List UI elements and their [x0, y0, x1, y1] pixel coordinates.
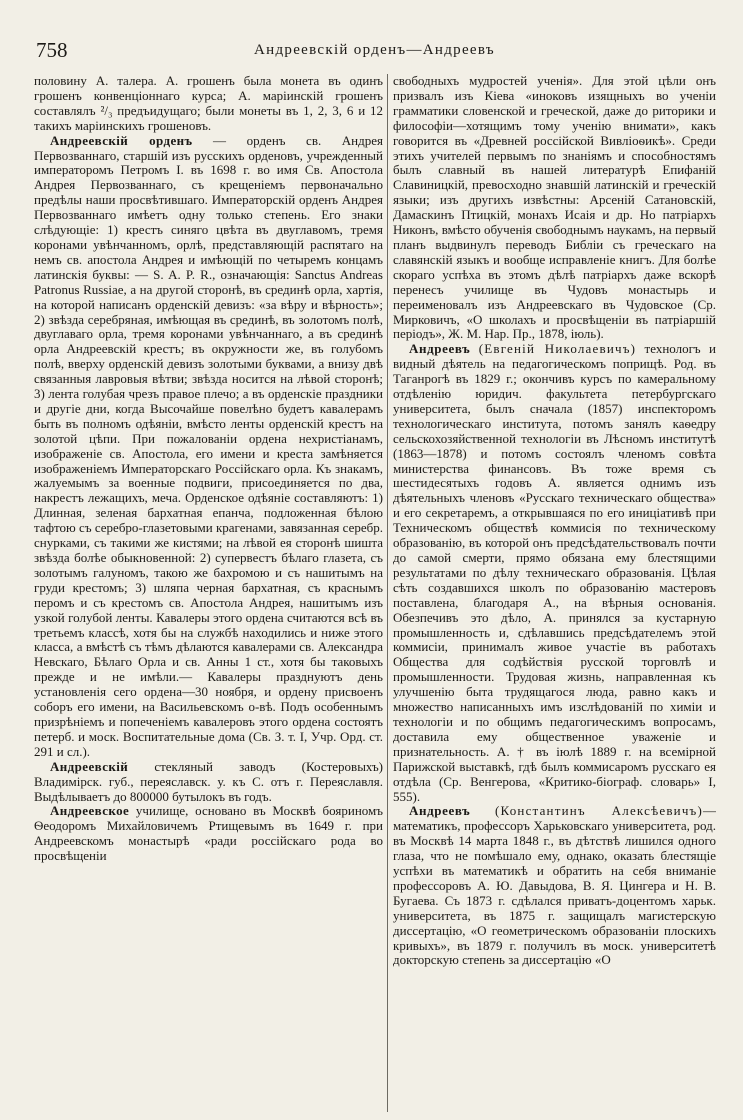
article-entry	[34, 134, 383, 760]
paragraph-continued	[34, 74, 383, 134]
entry-subject-name: (Константинъ Алексѣевичъ)	[494, 803, 704, 819]
entry-text: технологъ и видный дѣятель на педагогическомъ поприщѣ. Род. въ Таганрогѣ въ 1829 г.; окончивъ курсъ по камеральному отдѣленію юридич. факультета петербургскаго университета, былъ сначала (1857) инспекторомъ технологическаго института, потомъ занялъ каѳедру сельскохозяйственной технологіи въ Лѣсномъ институтѣ (1863—1878) и потомъ состоялъ членомъ совѣта министерства финансовъ. Въ тоже время съ шестидесятыхъ годовъ А. является однимъ изъ дѣятельныхъ членовъ «Русскаго техническаго общества» и его секретаремъ, а открывшаяся по его иниціативѣ при Техническомъ обществѣ коммисія по техническому образованію, въ которой онъ предсѣдательствовалъ почти до самой смерти, прямо обязана ему блестящими результатами по дѣлу техническаго образованія. Цѣлая сѣть создавшихся школъ по образованію мастеровъ поставлена, благодаря А., на вѣрныя основанія. Обезпечивъ это дѣло, А. принялся за кустарную промышленность и, сдѣлавшись предсѣдателемъ этой коммисіи, принималъ живое участіе въ работахъ Общества для содѣйствія русской торговлѣ и промышленности. Трудовая жизнь, направленная къ улучшенію быта трудящагося люда, равно какъ и множество написанныхъ имъ изслѣдованій по химіи и технологіи и по общимъ педагогическимъ вопросамъ, доставила ему общественное уваженіе и признательность. А. † въ іюлѣ 1889 г. на всемірной Парижской выставкѣ, гдѣ былъ коммисаромъ русскаго ея отдѣла (Ср. Венгерова, «Критико-біограф. словарь» I, 555).	[393, 341, 716, 804]
left-column	[34, 74, 383, 1112]
entry-headword: Андреевъ	[409, 341, 471, 357]
page-number: 758	[36, 38, 68, 62]
article-entry	[393, 342, 716, 804]
page-header	[36, 38, 697, 62]
paragraph-continued	[393, 74, 716, 342]
entry-text: стекляный заводъ (Костеровыхъ) Владимірск. губ., переяславск. у. къ С. отъ г. Переяславля. Выдѣлываетъ до 800000 бутылокъ въ годъ.	[34, 758, 383, 804]
entry-text: —математикъ, профессоръ Харьковскаго университета, род. въ Москвѣ 14 марта 1848 г., въ дѣтствѣ лишился одного глаза, что не помѣшало ему, однако, оказать блестящіе успѣхи въ математикѣ и обратить на себя вниманіе профессоровъ А. Ю. Давыдова, В. Я. Цингера и Н. В. Бугаева. Съ 1873 г. сдѣлался приватъ-доцентомъ харьк. университета, въ 1875 г. защищалъ магистерскую диссертацію, «О геометрическомъ образованіи плоскихъ кривыхъ», въ 1879 г. получилъ въ моск. университетѣ докторскую степень за диссертацію «О	[393, 803, 716, 968]
paragraph-text: половину А. талера. А. грошенъ была монета въ одинъ грошенъ конвенціоннаго курса; А. маріинскій грошенъ составлялъ ²/₃ предъидущаго; были монеты въ 1, 2, 3, 6 и 12 такихъ маріинскихъ грошеновъ.	[34, 74, 383, 133]
entry-headword: Андреевское	[50, 803, 130, 819]
entry-headword: Андреевскій	[50, 758, 129, 774]
column-divider	[387, 74, 388, 1112]
right-column	[393, 74, 716, 1112]
entry-text: училище, основано въ Москвѣ бояриномъ Ѳеодоромъ Михайловичемъ Ртищевымъ въ 1649 г. при Андреевскомъ монастырѣ «ради россійскаго рода во просвѣщеніи	[34, 803, 383, 864]
article-entry	[393, 804, 716, 968]
article-entry	[34, 760, 383, 805]
entry-subject-name: (Евгеній Николаевичъ)	[478, 341, 637, 357]
entry-text: — орденъ св. Андрея Первозваннаго, старшій изъ русскихъ орденовъ, учрежденный императоромъ Петромъ I. въ 1698 г. во имя Св. Апостола Андрея Первозваннаго, съ крещеніемъ первоначально предѣлы наши просвѣтившаго. Императорскій орденъ Андрея Первозваннаго имѣетъ одну только степень. Его знаки слѣдующіе: 1) крестъ синяго цвѣта въ двуглавомъ, тремя коронами увѣнчанномъ, орлѣ, представляющій распятаго на немъ св. апостола Андрея и имѣющій по четыремъ концамъ латинскія буквы: — S. A. P. R., означающія: Sanctus Andreas Patronus Russiae, а на другой сторонѣ, въ срединѣ орла, хартія, на которой написанъ орденскій девизъ: «за вѣру и вѣрность»; 2) звѣзда серебряная, имѣющая въ срединѣ, въ золотомъ полѣ, двуглаваго орла, тремя коронами увѣнчаннаго, а въ срединѣ орла Андреевскій крестъ; въ окружности же, въ голубомъ полѣ, вверху орденскій девизъ золотыми буквами, а внизу двѣ связанныя лавровыя вѣтви; звѣзда носится на лѣвой сторонѣ; 3) лента голубая чрезъ правое плечо; а въ орденскіе праздники и другіе дни, когда Высочайше повелѣно будетъ кавалерамъ быть въ полномъ одѣяніи, вмѣсто ленты орденскій крестъ на золотой цѣпи. При пожалованіи ордена нехристіанамъ, изображеніе св. Апостола, его имени и креста замѣняется изображеніемъ Императорскаго Россійскаго орла. Къ знакамъ, жалуемымъ за военные подвиги, присоединяется по два, накрестъ лежащихъ, меча. Орденское одѣяніе составляютъ: 1) Длинная, зеленая бархатная епанча, подложенная бѣлою тафтою съ серебро-глазетовыми крагенами, завязанная серебр. снурками, съ такими же кистями; на лѣвой ея сторонѣ шишта звѣзда болѣе обыкновенной: 2) супервестъ бѣлаго глазета, съ золотымъ галуномъ, такою же бахромою и съ нашитымъ на груди крестомъ; 3) шляпа черная бархатная, съ краснымъ перомъ и съ крестомъ св. Апостола Андрея, нашитымъ изъ узкой голубой ленты. Кавалеры этого ордена считаются всѣ въ третьемъ классѣ, хотя бы на службѣ находились и ниже этого класса, а вмѣстѣ съ тѣмъ дѣлаются кавалерами св. Александра Невскаго, Бѣлаго Орла и св. Анны 1 ст., хотя бы таковыхъ прежде и не имѣли.— Кавалеры празднуютъ день установленія сего ордена—30 ноября, и ордену присвоенъ соборъ его имени, на Васильевскомъ о-вѣ. Подъ особеннымъ призрѣніемъ и попеченіемъ кавалеровъ этого ордена состоятъ петерб. и моск. Воспитательные дома (Св. З. т. I, Учр. Орд. ст. 291 и сл.).	[34, 132, 383, 759]
running-head: Андреевскій орденъ—Андреевъ	[254, 42, 495, 58]
paragraph-text: свободныхъ мудростей ученія». Для этой цѣли онъ призвалъ изъ Кіева «иноковъ изящныхъ во ученіи грамматики словенской и греческой, даже до риторики и философіи—хотящимъ тому ученію внимати», какъ говорится въ «Древней россійской Вивліоѳикѣ». Среди этихъ учителей первымъ по знаніямъ и способностямъ былъ славный въ нашей литературѣ Епифаній Славиницкій, превосходно знавшій латинскій и греческій языки; изъ другихъ извѣстны: Арсеній Сатановскій, Дамаскинъ Птицкій, монахъ Исаія и др. Но патріархъ Никонъ, вмѣсто обученія свободнымъ наукамъ, на первый планъ выдвинулъ переводъ Библіи съ греческаго на славянскій языкъ и вообще исправленіе книгъ. Для болѣе скораго успѣха въ этомъ дѣлѣ патріархъ даже вскорѣ перенесъ училище въ Чудовъ монастырь и переименовалъ изъ Андреевскаго въ Чудовское (Ср. Мирковичъ, «О школахъ и просвѣщеніи въ патріаршій періодъ», Ж. М. Нар. Пр., 1878, іюль).	[393, 74, 716, 342]
article-entry	[34, 804, 383, 864]
entry-headword: Андреевъ	[409, 803, 471, 819]
entry-headword: Андреевскій орденъ	[50, 132, 193, 148]
